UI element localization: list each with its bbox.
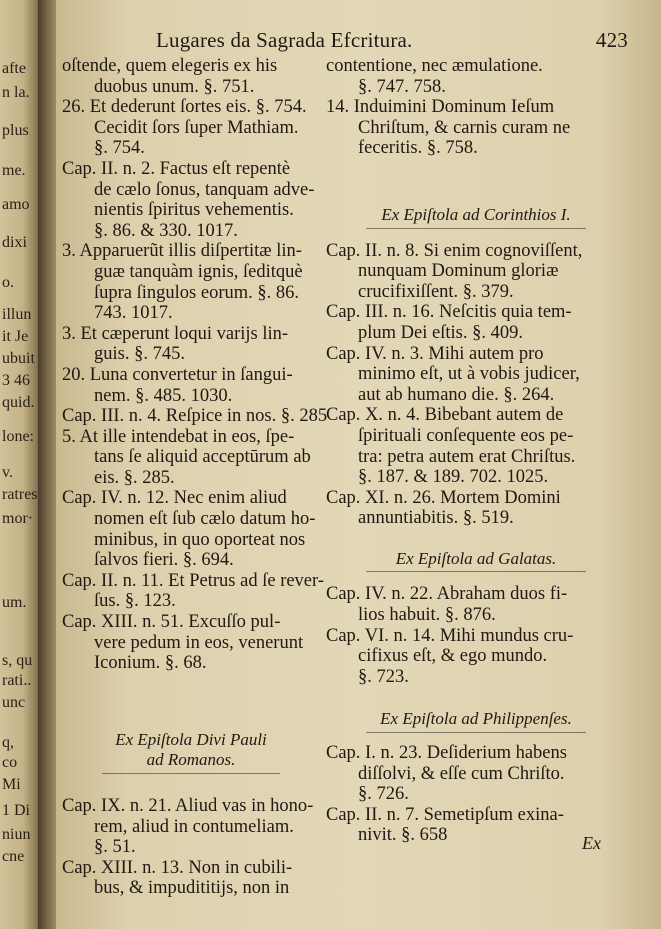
entry-line: guæ tanquàm ignis, ſeditquè <box>94 261 303 282</box>
section-heading: Ex Epiſtola ad Philippenſes. <box>380 709 572 729</box>
entry-line: minimo eſt, ut à vobis judicer, <box>358 364 580 385</box>
entry-line: crucifixiſſent. §. 379. <box>358 281 514 302</box>
facing-page-fragment: s, qu <box>2 652 33 669</box>
entry-line: Cap. XI. n. 26. Mortem Domini <box>326 487 561 508</box>
index-entry <box>326 405 626 487</box>
entry-line: Cap. IV. n. 3. Mihi autem pro <box>326 343 544 364</box>
facing-page-fragment: it Je <box>2 328 29 345</box>
entry-line: 20. Luna convertetur in ſangui- <box>62 364 293 385</box>
index-entry <box>62 488 320 570</box>
entry-line: de cælo ſonus, tanquam adve- <box>94 179 315 200</box>
section-rule <box>366 571 586 572</box>
index-entry <box>62 56 320 97</box>
entry-line: nivit. §. 658 <box>358 825 448 846</box>
index-entry <box>62 159 320 241</box>
entry-line: ſalvos fieri. §. 694. <box>94 550 234 571</box>
index-entry <box>62 324 320 365</box>
entry-line: Cap. II. n. 7. Semetipſum exina- <box>326 804 564 825</box>
entry-line: Cap. II. n. 8. Si enim cognoviſſent, <box>326 240 583 261</box>
section-heading: Ex Epiſtola ad Galatas. <box>395 548 557 568</box>
entry-line: 3. Apparuerũt illis diſpertitæ lin- <box>62 241 302 262</box>
entry-line: Cap. IV. n. 12. Nec enim aliud <box>62 488 287 509</box>
facing-page-fragment: lone: <box>2 428 34 445</box>
entry-line: Cap. II. n. 2. Factus eſt repentè <box>62 158 291 179</box>
entry-line: Cap. III. n. 16. Neſcitis quia tem- <box>326 302 572 323</box>
entry-line: Cap. XIII. n. 13. Non in cubili- <box>62 857 293 878</box>
entry-line: contentione, nec æmulatione. <box>326 56 543 76</box>
entry-line: tra: petra autem erat Chriſtus. <box>358 446 576 467</box>
index-entry <box>62 97 320 159</box>
entry-line: nomen eſt ſub cælo datum ho- <box>94 509 316 530</box>
entry-line: §. 723. <box>358 666 409 687</box>
entry-line: plum Dei eſtis. §. 409. <box>358 322 523 343</box>
entry-line: eis. §. 285. <box>94 467 175 488</box>
entry-line: oſtende, quem elegeris ex his <box>62 56 278 76</box>
index-entry <box>62 570 324 612</box>
entry-line: Cap. VI. n. 14. Mihi mundus cru- <box>326 625 574 646</box>
facing-page-fragment: cne <box>2 848 25 865</box>
entry-line: 5. At ille intendebat in eos, ſpe- <box>62 426 295 447</box>
facing-page-fragment: 3 46 <box>2 372 30 389</box>
entry-line: 3. Et cæperunt loqui varijs lin- <box>62 323 289 344</box>
entry-line: ſpirituali conſequente eos pe- <box>358 425 574 446</box>
entry-line: duobus unum. §. 751. <box>94 76 255 97</box>
entry-line: feceritis. §. 758. <box>358 138 478 159</box>
index-entry <box>62 796 320 858</box>
entry-line: §. 86. & 330. 1017. <box>94 220 238 241</box>
entry-line: Cecidit ſors ſuper Mathiam. <box>94 117 299 138</box>
right-column <box>326 56 626 846</box>
index-entry <box>326 302 626 343</box>
entry-line: nem. §. 485. 1030. <box>94 385 233 406</box>
book-page <box>56 0 661 929</box>
entry-line: lios habuit. §. 876. <box>358 605 496 626</box>
facing-page-fragment: me. <box>2 162 26 179</box>
index-entry <box>326 743 626 805</box>
section-rule <box>102 773 280 774</box>
index-entry <box>62 406 328 427</box>
index-entry <box>326 626 626 688</box>
index-entry <box>326 97 626 159</box>
entry-line: Cap. II. n. 11. Et Petrus ad ſe rever- <box>62 570 324 591</box>
index-entry <box>62 241 320 323</box>
index-entry <box>326 56 626 97</box>
facing-page-fragment: co <box>2 754 18 771</box>
facing-page-fragment: niun <box>2 826 31 843</box>
index-entry <box>326 241 626 303</box>
entry-line: minibus, in quo oporteat nos <box>94 529 306 550</box>
entry-line: diſſolvi, & eſſe cum Chriſto. <box>358 763 565 784</box>
section-heading: ad Romanos. <box>146 750 236 770</box>
facing-page-fragment: unc <box>2 694 26 711</box>
entry-line: §. 726. <box>358 784 409 805</box>
facing-page-fragment: v. <box>2 464 13 481</box>
entry-line: nunquam Dominum gloriæ <box>358 261 559 282</box>
entry-line: Chriſtum, & carnis curam ne <box>358 117 571 138</box>
facing-page-fragment: mor· <box>2 510 34 527</box>
entry-line: Cap. IX. n. 21. Aliud vas in hono- <box>62 796 314 816</box>
facing-page-fragment: plus <box>2 122 29 139</box>
entry-line: 743. 1017. <box>94 303 173 324</box>
facing-page-fragment: um. <box>2 594 27 611</box>
index-entry <box>326 584 626 625</box>
index-entry <box>62 612 320 674</box>
entry-line: §. 747. 758. <box>358 76 446 97</box>
entry-line: cifixus eſt, & ego mundo. <box>358 646 548 667</box>
facing-page-fragment: n la. <box>2 84 30 101</box>
facing-page-fragment: ratres <box>2 486 38 503</box>
facing-page-fragment: afte <box>2 60 26 77</box>
index-entry <box>62 365 320 406</box>
entry-line: aut ab humano die. §. 264. <box>358 384 555 405</box>
facing-page-fragment: amo <box>2 196 30 213</box>
entry-line: Cap. I. n. 23. Deſiderium habens <box>326 743 567 764</box>
section-rule <box>366 732 586 733</box>
facing-page-edge <box>0 0 42 929</box>
entry-line: ſus. §. 123. <box>94 591 176 612</box>
page-number: 423 <box>595 28 628 52</box>
entry-line: Cap. XIII. n. 51. Excuſſo pul- <box>62 612 281 633</box>
entry-line: §. 187. & 189. 702. 1025. <box>358 467 549 488</box>
index-entry <box>62 427 320 489</box>
entry-line: Cap. III. n. 4. Reſpice in nos. §. 285 <box>62 406 328 427</box>
facing-page-fragment: 1 Di <box>2 802 30 819</box>
facing-page-fragment: Mi <box>2 776 21 793</box>
entry-line: guis. §. 745. <box>94 344 185 365</box>
index-entry <box>326 488 626 529</box>
entry-line: rem, aliud in contumeliam. <box>94 816 294 837</box>
index-entry <box>326 805 626 846</box>
facing-page-fragment: dixi <box>2 234 27 251</box>
entry-line: Iconium. §. 68. <box>94 653 207 674</box>
entry-line: bus, & impudititijs, non in <box>94 878 290 899</box>
facing-page-fragment: illun <box>2 306 32 323</box>
entry-line: §. 754. <box>94 138 145 159</box>
entry-line: Cap. X. n. 4. Bibebant autem de <box>326 405 564 426</box>
entry-line: ſupra ſingulos eorum. §. 86. <box>94 282 300 303</box>
left-column <box>62 56 328 899</box>
entry-line: tans ſe aliquid acceptūrum ab <box>94 447 311 468</box>
entry-line: annuntiabitis. §. 519. <box>358 508 514 529</box>
catchword: Ex <box>582 833 601 853</box>
entry-line: 26. Et dederunt ſortes eis. §. 754. <box>62 97 307 118</box>
facing-page-fragment: rati.. <box>2 672 32 689</box>
entry-line: §. 51. <box>94 837 136 858</box>
entry-line: 14. Induimini Dominum Ieſum <box>326 97 555 118</box>
running-title: Lugares da Sagrada Efcritura. <box>156 28 413 52</box>
index-entry <box>326 344 626 406</box>
facing-page-fragment: ubuit <box>2 350 35 367</box>
entry-line: vere pedum in eos, venerunt <box>94 632 304 653</box>
facing-page-fragment: o. <box>2 274 14 291</box>
facing-page-fragment: quid. <box>2 394 35 411</box>
section-rule <box>366 228 586 229</box>
index-entry <box>62 858 320 899</box>
entry-line: nientis ſpiritus vehementis. <box>94 200 294 221</box>
facing-page-fragment: q, <box>2 734 14 751</box>
section-heading: Ex Epiſtola Divi Pauli <box>115 729 267 749</box>
section-heading: Ex Epiſtola ad Corinthios I. <box>381 204 571 224</box>
entry-line: Cap. IV. n. 22. Abraham duos fi- <box>326 584 568 605</box>
